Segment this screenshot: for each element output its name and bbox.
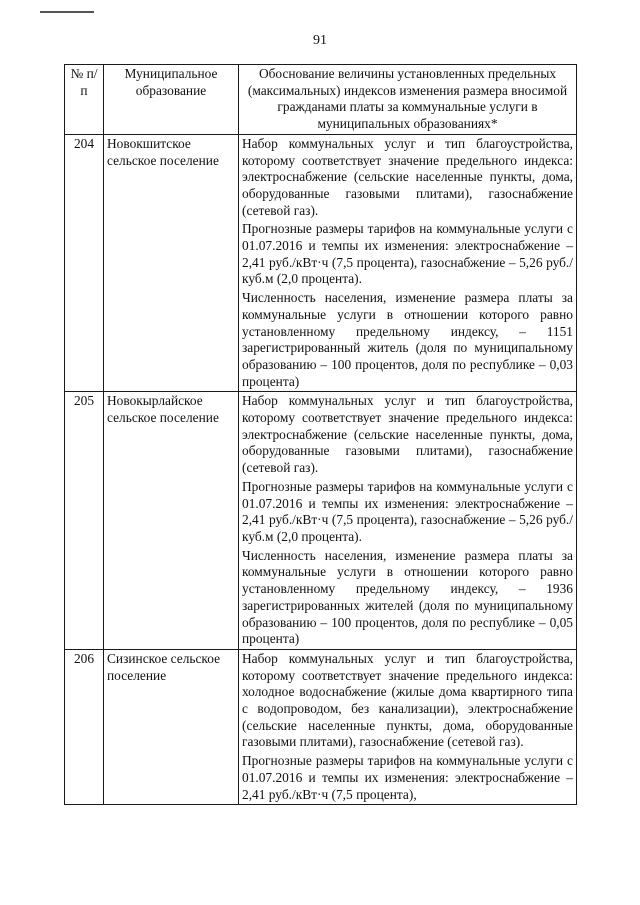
row-municipality: Сизинское сельское поселение [104, 649, 239, 804]
justification-paragraph: Набор коммунальных услуг и тип благоустройства, которому соответствует значение предельного индекса: холодное водоснабжение (жилые дома квартирного типа с водопроводом, без канализации), электроснабжение (сельские населенные пункты, дома, оборудованные газовыми плитами), газоснабжение (сетевой газ). [242, 650, 573, 750]
scan-mark [40, 11, 94, 13]
justification-paragraph: Набор коммунальных услуг и тип благоустройства, которому соответствует значение предельного индекса: электроснабжение (сельские населенные пункты, дома, оборудованные газовыми плитами), газоснабжение (сетевой газ). [242, 135, 573, 218]
justification-paragraph: Прогнозные размеры тарифов на коммунальные услуги с 01.07.2016 и темпы их изменения: электроснабжение – 2,41 руб./кВт·ч (7,5 процента), газоснабжение – 5,26 руб./куб.м (2,0 процента). [242, 221, 573, 287]
row-municipality: Новокшитское сельское поселение [104, 134, 239, 392]
justification-paragraph: Прогнозные размеры тарифов на коммунальные услуги с 01.07.2016 и темпы их изменения: электроснабжение – 2,41 руб./кВт·ч (7,5 процента), газоснабжение – 5,26 руб./куб.м (2,0 процента). [242, 478, 573, 544]
row-justification [239, 649, 577, 804]
table-row [65, 649, 577, 804]
table-row [65, 392, 577, 650]
table-header-row [65, 65, 577, 135]
justification-paragraph: Численность населения, изменение размера платы за коммунальные услуги в отношении которого равно установленному предельному индексу, – 1936 зарегистрированных жителей (доля по муниципальному образованию – 100 процентов, доля по республике – 0,05 процента) [242, 547, 573, 647]
justification-paragraph: Набор коммунальных услуг и тип благоустройства, которому соответствует значение предельного индекса: электроснабжение (сельские населенные пункты, дома, оборудованные газовыми плитами), газоснабжение (сетевой газ). [242, 393, 573, 476]
row-municipality: Новокырлайское сельское поселение [104, 392, 239, 650]
header-municipality: Муниципальное образование [104, 65, 239, 135]
row-number: 206 [65, 649, 104, 804]
table-row [65, 134, 577, 392]
row-justification [239, 392, 577, 650]
tariff-table [64, 64, 577, 805]
justification-paragraph: Численность населения, изменение размера платы за коммунальные услуги в отношении которого равно установленному предельному индексу, – 1151 зарегистрированный житель (доля по муниципальному образованию – 100 процентов, доля по республике – 0,03 процента) [242, 290, 573, 389]
row-number: 204 [65, 134, 104, 392]
justification-paragraph: Прогнозные размеры тарифов на коммунальные услуги с 01.07.2016 и темпы их изменения: электроснабжение – 2,41 руб./кВт·ч (7,5 процента), [242, 753, 573, 802]
header-number: № п/п [65, 65, 104, 135]
header-justification: Обоснование величины установленных предельных (максимальных) индексов изменения размера вносимой гражданами платы за коммунальные услуги в муниципальных образованиях* [239, 65, 577, 135]
page-number: 91 [313, 33, 327, 48]
row-number: 205 [65, 392, 104, 650]
row-justification [239, 134, 577, 392]
